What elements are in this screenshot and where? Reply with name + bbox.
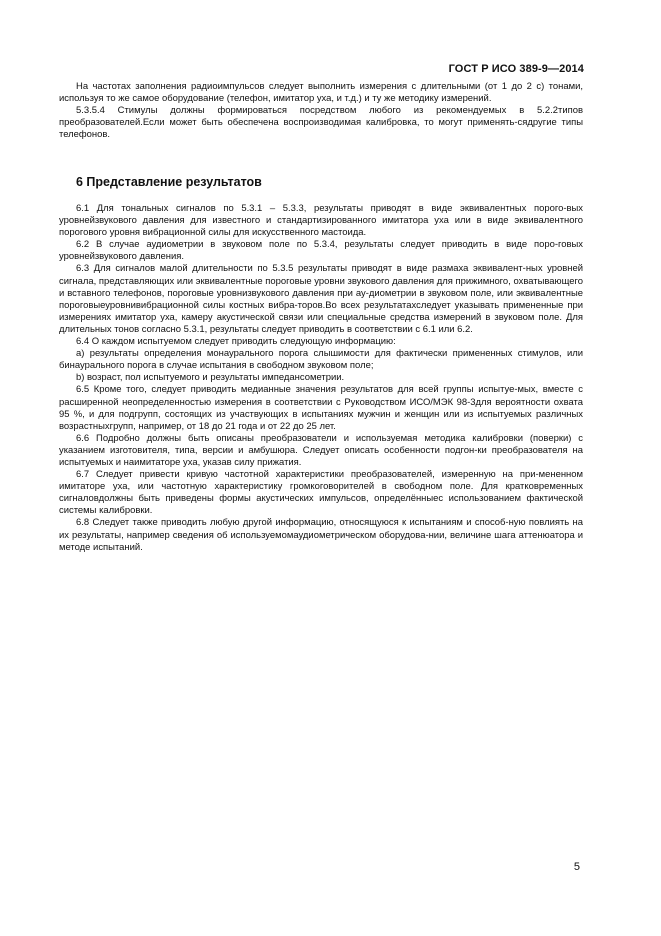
list-item-6-4-b: b) возраст, пол испытуемого и результаты импедансометрии. bbox=[76, 372, 345, 384]
paragraph-6-2: 6.2 В случае аудиометрии в звуковом поле по 5.3.4, результаты следует приводить в виде поро-говых уровнейзвукового давления. bbox=[59, 239, 583, 263]
section-body bbox=[59, 203, 583, 554]
intro-text-block bbox=[59, 81, 583, 141]
paragraph-6-1: 6.1 Для тональных сигналов по 5.3.1 – 5.3.3, результаты приводят в виде эквивалентных порого-вых уровнейзвукового давления для известного и стандартизированного имитатора уха или в виде эквивалентного порогового уровня вибрационной силы для искусственного мастоида. bbox=[59, 203, 583, 239]
paragraph-6-8: 6.8 Следует также приводить любую другой информацию, относящуюся к испытаниям и способ-ную повлиять на их результаты, например сведения об используемомаудиометрическом оборудова-нии, величине шага аттенюатора и методе испытаний. bbox=[59, 517, 583, 553]
page-number: 5 bbox=[573, 861, 580, 873]
paragraph-6-4: 6.4 О каждом испытуемом следует приводить следующую информацию: bbox=[76, 336, 396, 348]
paragraph-5-3-5-4: 5.3.5.4 Стимулы должны формироваться посредством любого из рекомендуемых в 5.2.2типов преобразователей.Если может быть обеспечена воспроизводимая калибровка, то могут применять-сядругие типы телефонов. bbox=[59, 105, 583, 141]
paragraph-6-6: 6.6 Подробно должны быть описаны преобразователи и используемая методика калибровки (поверки) с указанием изготовителя, типа, версии и амбушюра. Следует описать особенности подгон-ки преобразователя на испытуемых и наимитаторе уха, указав силу прижатия. bbox=[59, 432, 583, 468]
paragraph-6-7: 6.7 Следует привести кривую частотной характеристики преобразователей, измеренную на при-мененном имитаторе уха, или частотную характеристику громкоговорителей в свободном поле. Для кратковременных сигналовдолжны быть приведены формы акустических импульсов, определённыес использованием фактической системы калибровки. bbox=[59, 469, 583, 517]
paragraph-pulse-frequencies: На частотах заполнения радиоимпульсов следует выполнить измерения с длительными (от 1 до 2 с) тонами, используя то же самое оборудование (телефон, имитатор уха, и т.д.) и ту же методику измерений. bbox=[59, 81, 583, 105]
document-code-header: ГОСТ Р ИСО 389-9—2014 bbox=[448, 63, 584, 75]
paragraph-6-5: 6.5 Кроме того, следует приводить медианные значения результатов для всей группы испытуе-мых, вместе с расширенной неопределенностью измерения в соответствии с Руководством ИСО/МЭК 98-3для вероятности охвата 95 %, и для подгрупп, состоящих из участвующих в испытаниях мужчин и женщин или из испытуемых различных возрастныхгрупп, например, от 18 до 21 года и от 22 до 25 лет. bbox=[59, 384, 583, 432]
list-item-6-4-a: a) результаты определения монаурального порога слышимости для фактически примененных стимулов, или бинаурального порога в случае испытания в свободном звуковом поле; bbox=[59, 348, 583, 372]
paragraph-6-3: 6.3 Для сигналов малой длительности по 5.3.5 результаты приводят в виде размаха эквивалент-ных уровней сигнала, представляющих или эквивалентные пороговые уровни звукового давления для прижимного, охватывающего и вставного телефонов, пороговые уровнизвукового давления при ау-диометрии в звуковом поле, или эквивалентные пороговыеуровнивибрационной силы костных вибра-торов.Во всех результатахследует указывать примененные при измерениях имитатор уха, камеру акустической связи или специальные средства измерений в звуковом поле. Для длительных тонов согласно 5.3.1, результаты следует приводить в соответствии с 6.1 или 6.2. bbox=[59, 263, 583, 335]
section-title: 6 Представление результатов bbox=[76, 175, 262, 189]
